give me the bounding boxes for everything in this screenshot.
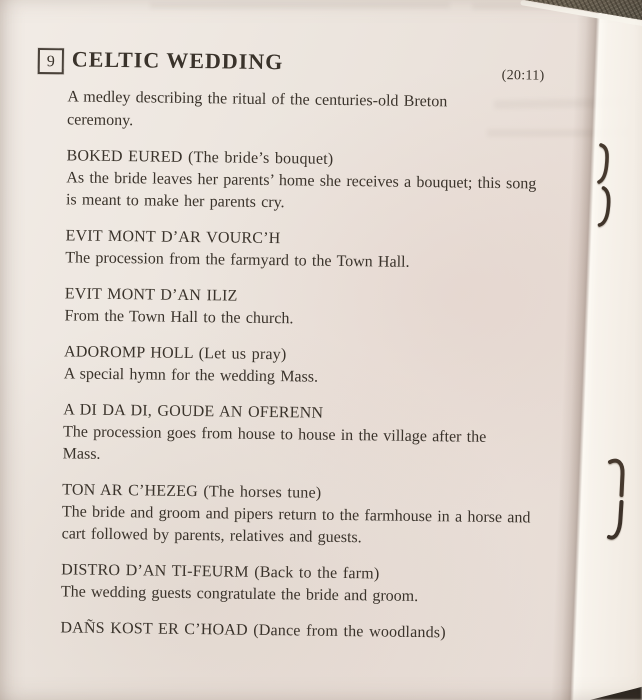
staple-icon <box>594 142 614 228</box>
track-header <box>38 48 642 84</box>
section-heading: DISTRO D’AN TI-FEURM (Back to the farm) <box>61 561 380 583</box>
track-section <box>61 559 636 611</box>
section-description: The wedding guests congratulate the bride and groom. <box>60 583 419 605</box>
track-section <box>62 479 637 553</box>
section-heading: EVIT MONT D’AR VOURC’H <box>65 227 281 248</box>
section-heading: DAÑS KOST ER C’HOAD (Dance from the woodlands) <box>60 619 446 642</box>
staple-icon <box>606 456 628 546</box>
track-section <box>64 283 639 335</box>
section-description: The procession goes from house to house in the village after the Mass. <box>62 423 487 463</box>
track-section <box>60 617 634 647</box>
section-heading: BOKED EURED (The bride’s bouquet) <box>66 147 334 168</box>
section-heading: A DI DA DI, GOUDE AN OFERENN <box>63 401 324 422</box>
section-heading: EVIT MONT D’AN ILIZ <box>64 285 238 305</box>
track-title: CELTIC WEDDING <box>71 46 284 75</box>
track-section <box>63 399 638 473</box>
section-heading: TON AR C’HEZEG (The horses tune) <box>62 481 322 502</box>
section-description: A special hymn for the wedding Mass. <box>63 365 319 386</box>
track-sections <box>60 145 640 646</box>
track-section <box>64 341 639 393</box>
section-heading: ADOROMP HOLL (Let us pray) <box>63 343 287 364</box>
track-number: 9 <box>46 53 55 71</box>
section-description: From the Town Hall to the church. <box>64 307 294 328</box>
track-section <box>66 145 641 219</box>
track-number-box <box>38 48 64 74</box>
track-section <box>65 225 640 277</box>
section-description: The bride and groom and pipers return to the farmhouse in a horse and cart followed by parents, relatives and guests. <box>61 503 531 547</box>
track-description: A medley describing the ritual of the centuries-old Breton ceremony. <box>66 88 448 130</box>
section-description: The procession from the farmyard to the Town Hall. <box>65 249 410 271</box>
section-description: As the bride leaves her parents’ home she receives a bouquet; this song is meant to make her parents cry. <box>65 169 537 212</box>
track-duration: (20:11) <box>501 68 545 84</box>
